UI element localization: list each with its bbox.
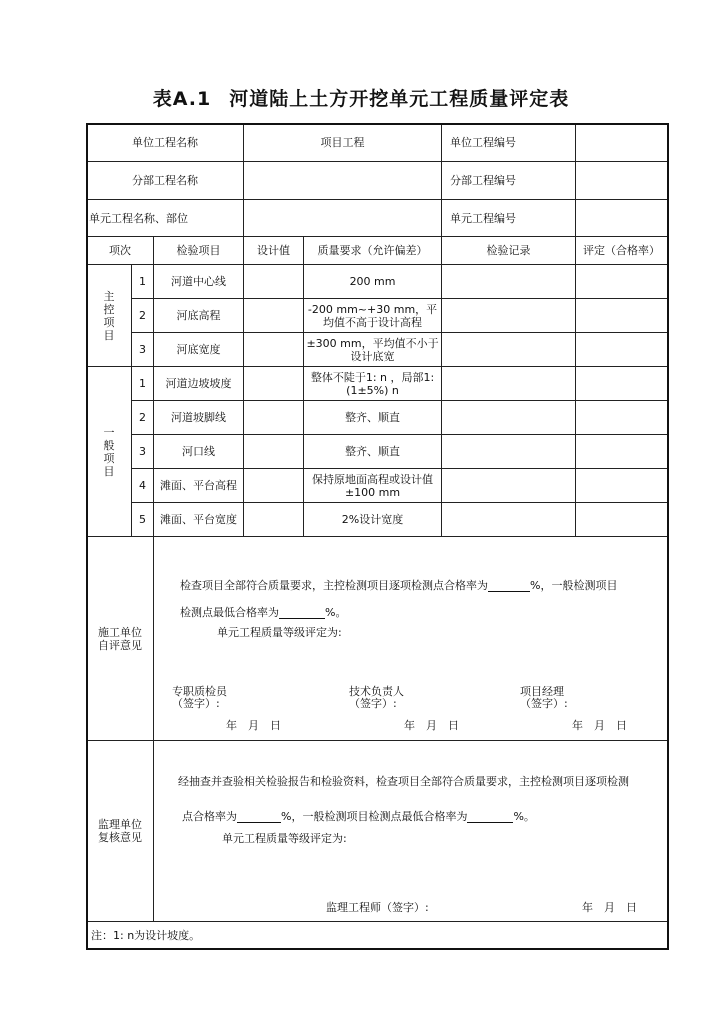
general-group-label: 一般项目 (87, 367, 132, 537)
division-name-value[interactable] (244, 162, 442, 200)
form-table (86, 123, 668, 949)
design-value-cell[interactable] (244, 469, 304, 503)
quality-requirement: 整体不陡于1: n ，局部1: (1±5%) n (304, 367, 442, 401)
design-value-cell[interactable] (244, 333, 304, 367)
contractor-line-2: 检测点最低合格率为 %。 (180, 606, 347, 619)
quality-requirement: 200 mm (304, 265, 442, 299)
header-row (87, 237, 668, 265)
table-code: 表A.1 (152, 88, 212, 110)
main-pass-rate-blank[interactable] (488, 580, 530, 592)
info-row-division (87, 162, 668, 200)
contractor-opinion (154, 537, 668, 741)
header-assessment: 评定（合格率） (576, 237, 668, 265)
item-number: 2 (132, 299, 154, 333)
unit-project-code-label: 单位工程编号 (442, 124, 576, 162)
division-name-label: 分部工程名称 (87, 162, 244, 200)
assessment-cell[interactable] (576, 333, 668, 367)
info-row-unit (87, 124, 668, 162)
sup-main-pass-rate-blank[interactable] (237, 811, 281, 823)
assessment-form (86, 123, 667, 948)
record-cell[interactable] (442, 265, 576, 299)
table-row (87, 503, 668, 537)
element-code-value[interactable] (576, 200, 668, 237)
item-name: 滩面、平台宽度 (154, 503, 244, 537)
pm-date[interactable]: 年 月 日 (572, 719, 627, 732)
record-cell[interactable] (442, 333, 576, 367)
design-value-cell[interactable] (244, 435, 304, 469)
header-record: 检验记录 (442, 237, 576, 265)
design-value-cell[interactable] (244, 299, 304, 333)
header-quality-req: 质量要求（允许偏差） (304, 237, 442, 265)
record-cell[interactable] (442, 401, 576, 435)
supervisor-engineer-sign: 监理工程师（签字）: (326, 901, 429, 914)
supervisor-line-2: 点合格率为 %，一般检测项目检测点最低合格率为 %。 (182, 810, 535, 823)
inspector-date[interactable]: 年 月 日 (226, 719, 281, 732)
table-row (87, 333, 668, 367)
design-value-cell[interactable] (244, 367, 304, 401)
inspector-sign-sub: （签字）: (172, 697, 220, 710)
supervisor-grade: 单元工程质量等级评定为: (222, 832, 347, 845)
table-row (87, 265, 668, 299)
record-cell[interactable] (442, 435, 576, 469)
contractor-line-1: 检查项目全部符合质量要求，主控检测项目逐项检测点合格率为 %，一般检测项目 (180, 579, 618, 592)
table-row (87, 469, 668, 503)
item-number: 3 (132, 333, 154, 367)
item-name: 河道坡脚线 (154, 401, 244, 435)
quality-requirement: -200 mm~+30 mm，平均值不高于设计高程 (304, 299, 442, 333)
note-row (87, 922, 668, 949)
item-name: 河口线 (154, 435, 244, 469)
quality-requirement: 保持原地面高程或设计值±100 mm (304, 469, 442, 503)
element-code-label: 单元工程编号 (442, 200, 576, 237)
sup-general-pass-rate-blank[interactable] (467, 811, 513, 823)
assessment-cell[interactable] (576, 367, 668, 401)
item-number: 4 (132, 469, 154, 503)
tech-lead-sign-title: 技术负责人 (349, 685, 404, 698)
quality-requirement: 整齐、顺直 (304, 435, 442, 469)
quality-requirement: 整齐、顺直 (304, 401, 442, 435)
assessment-cell[interactable] (576, 299, 668, 333)
item-number: 1 (132, 265, 154, 299)
pm-sign-sub: （签字）: (520, 697, 568, 710)
quality-requirement: ±300 mm，平均值不小于设计底宽 (304, 333, 442, 367)
footnote: 注：1: n为设计坡度。 (87, 922, 668, 949)
info-row-element (87, 200, 668, 237)
item-number: 3 (132, 435, 154, 469)
supervisor-date[interactable]: 年 月 日 (582, 901, 637, 914)
table-row (87, 435, 668, 469)
table-title-text: 河道陆上土方开挖单元工程质量评定表 (229, 88, 570, 110)
item-number: 2 (132, 401, 154, 435)
supervisor-label: 监理单位复核意见 (87, 741, 154, 922)
header-category: 项次 (87, 237, 154, 265)
design-value-cell[interactable] (244, 503, 304, 537)
design-value-cell[interactable] (244, 401, 304, 435)
element-name-label: 单元工程名称、部位 (87, 200, 244, 237)
assessment-cell[interactable] (576, 265, 668, 299)
contractor-grade: 单元工程质量等级评定为: (217, 626, 342, 639)
supervisor-row (87, 741, 668, 922)
unit-project-name-value[interactable]: 项目工程 (244, 124, 442, 162)
record-cell[interactable] (442, 367, 576, 401)
assessment-cell[interactable] (576, 401, 668, 435)
header-item: 检验项目 (154, 237, 244, 265)
record-cell[interactable] (442, 469, 576, 503)
tech-lead-sign-sub: （签字）: (349, 697, 397, 710)
supervisor-line-1: 经抽查并查验相关检验报告和检验资料，检查项目全部符合质量要求，主控检测项目逐项检测 (178, 775, 629, 788)
table-row (87, 299, 668, 333)
division-code-label: 分部工程编号 (442, 162, 576, 200)
table-row (87, 367, 668, 401)
item-number: 5 (132, 503, 154, 537)
assessment-cell[interactable] (576, 435, 668, 469)
table-row (87, 401, 668, 435)
assessment-cell[interactable] (576, 503, 668, 537)
record-cell[interactable] (442, 299, 576, 333)
assessment-cell[interactable] (576, 469, 668, 503)
general-pass-rate-blank[interactable] (279, 607, 325, 619)
item-name: 河底高程 (154, 299, 244, 333)
quality-requirement: 2%设计宽度 (304, 503, 442, 537)
supervisor-opinion (154, 741, 668, 922)
inspector-sign-title: 专职质检员 (172, 685, 227, 698)
item-name: 河底宽度 (154, 333, 244, 367)
design-value-cell[interactable] (244, 265, 304, 299)
contractor-label: 施工单位自评意见 (87, 537, 154, 741)
record-cell[interactable] (442, 503, 576, 537)
division-code-value[interactable] (576, 162, 668, 200)
item-name: 滩面、平台高程 (154, 469, 244, 503)
item-number: 1 (132, 367, 154, 401)
page-title (0, 84, 722, 111)
tech-lead-date[interactable]: 年 月 日 (404, 719, 459, 732)
header-design-value: 设计值 (244, 237, 304, 265)
main-group-label: 主控项目 (87, 265, 132, 367)
unit-project-code-value[interactable] (576, 124, 668, 162)
pm-sign-title: 项目经理 (520, 685, 564, 698)
contractor-row (87, 537, 668, 741)
item-name: 河道中心线 (154, 265, 244, 299)
element-name-value[interactable] (244, 200, 442, 237)
item-name: 河道边坡坡度 (154, 367, 244, 401)
unit-project-name-label: 单位工程名称 (87, 124, 244, 162)
